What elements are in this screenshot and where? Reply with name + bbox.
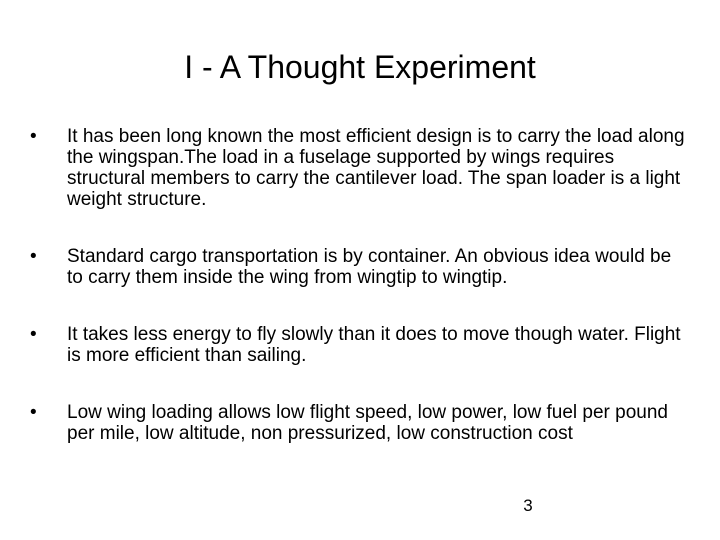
bullet-text-2: Standard cargo transportation is by container. An obvious idea would be to carry them inside the wing from wingtip to wingtip. (67, 246, 672, 288)
bullet-item-4 (30, 402, 690, 444)
bullet-glyph: • (30, 126, 37, 147)
slide-title: I - A Thought Experiment (184, 49, 536, 85)
bullet-item-2 (30, 246, 690, 288)
bullet-item-1 (30, 126, 690, 210)
bullet-text-1: It has been long known the most efficient design is to carry the load along the wingspan.The load in a fuselage supported by wings requires structural members to carry the cantilever load. The span loader is a light weight structure. (67, 126, 685, 210)
bullet-item-3 (30, 324, 690, 366)
bullet-text-4: Low wing loading allows low flight speed, low power, low fuel per pound per mile, low altitude, non pressurized, low construction cost (67, 402, 668, 444)
bullet-glyph: • (30, 324, 37, 345)
bullet-list (30, 126, 690, 444)
bullet-glyph: • (30, 402, 37, 423)
page-number: 3 (523, 496, 533, 515)
bullet-glyph: • (30, 246, 37, 267)
bullet-text-3: It takes less energy to fly slowly than it does to move though water. Flight is more efficient than sailing. (67, 324, 681, 366)
